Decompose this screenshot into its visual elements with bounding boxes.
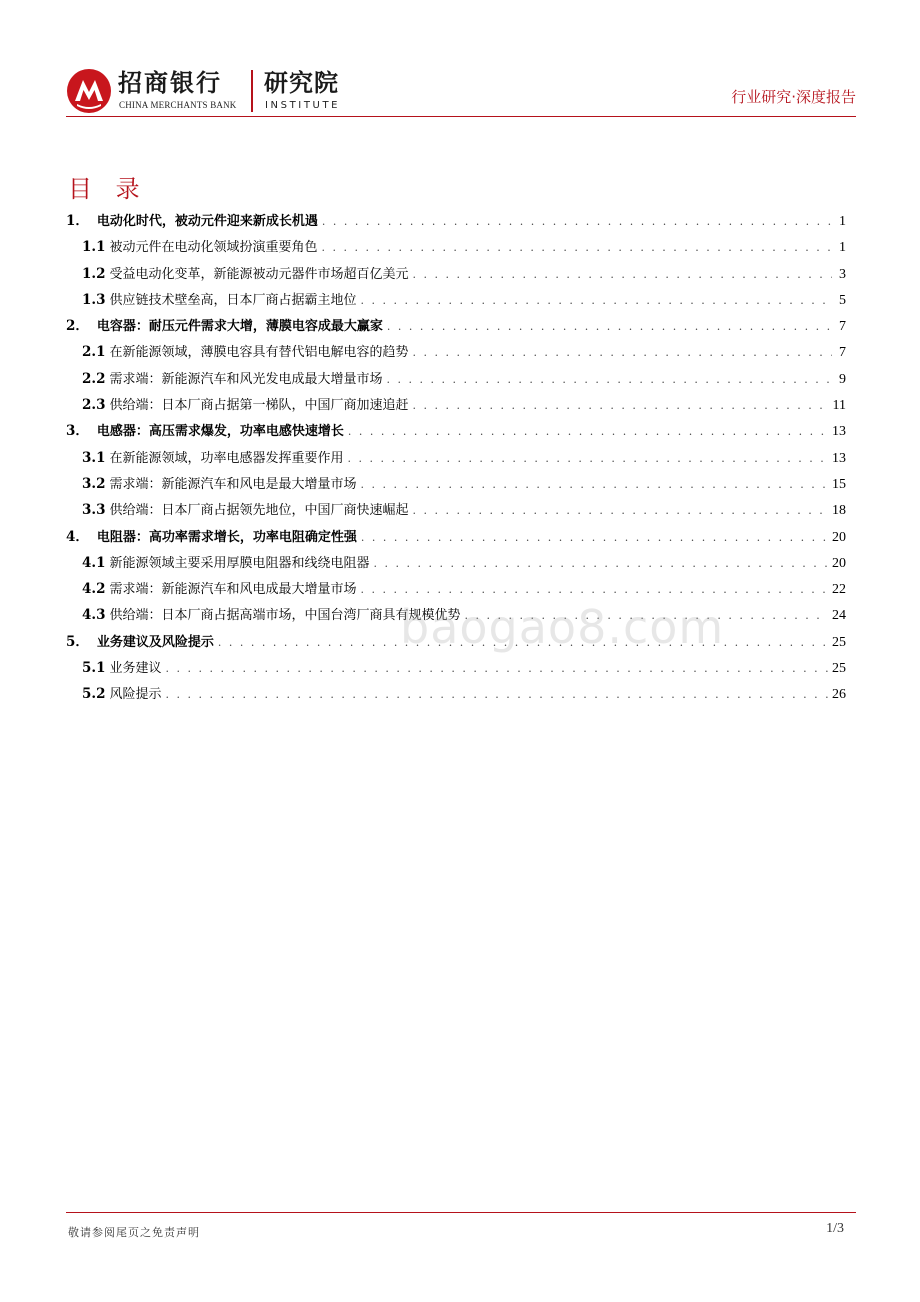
toc-entry-title: 受益电动化变革，新能源被动元器件市场超百亿美元 [109,266,409,282]
toc-section-entry[interactable] [66,339,846,365]
toc-entry-page: 25 [832,634,846,650]
toc-entry-title: 新能源领域主要采用厚膜电阻器和线绕电阻器 [109,555,370,571]
toc-entry-number: 2.3 [82,397,106,414]
toc-entry-page: 7 [839,345,846,361]
toc-entry-number: 1.2 [82,265,106,282]
toc-section-entry[interactable] [66,550,846,576]
toc-entry-title: 电动化时代，被动元件迎来新成长机遇 [96,214,318,229]
toc-entry-number: 5． [66,633,89,650]
toc-leader-dots [166,682,828,708]
toc-entry-number: 4． [66,528,89,545]
toc-entry-title: 业务建议及风险提示 [96,634,214,650]
toc-section-entry[interactable] [66,445,846,471]
toc-entry-number: 5.2 [82,686,106,703]
toc-entry-title: 供给端：日本厂商占据第一梯队，中国厂商加速追赶 [109,398,409,414]
toc-entry-page: 1 [839,240,846,256]
toc-section-entry[interactable] [66,366,846,392]
page-header [66,66,856,116]
toc-entry-number: 4.2 [82,581,106,598]
institute-name-cn: 研究院 [264,69,339,97]
header-divider [66,116,856,117]
toc-leader-dots [413,393,829,419]
toc-entry-number: 4.1 [82,554,106,571]
toc-entry-number: 2.2 [82,370,106,387]
toc-section-entry[interactable] [66,497,846,523]
toc-leader-dots [361,472,828,498]
toc-entry-title: 供应链技术壁垒高，日本厂商占据霸主地位 [109,292,357,308]
toc-entry-page: 11 [832,398,846,414]
toc-leader-dots [348,419,828,445]
toc-entry-title: 需求端：新能源汽车和风电是最大增量市场 [109,476,357,492]
page-number: 1/3 [826,1221,844,1236]
toc-leader-dots [348,446,828,472]
toc-leader-dots [413,262,832,288]
toc-leader-dots [387,367,832,393]
toc-entry-page: 9 [839,371,846,387]
toc-entry-title: 在新能源领域，薄膜电容具有替代铝电解电容的趋势 [109,345,409,361]
toc-entry-title: 电容器：耐压元件需求大增，薄膜电容成最大赢家 [96,319,383,335]
toc-entry-page: 22 [832,582,846,598]
toc-entry-number: 3.1 [82,449,106,466]
watermark: baogao8.com [400,600,725,654]
brand-name-en: CHINA MERCHANTS BANK [119,100,237,110]
footer-divider [66,1212,856,1213]
toc-entry-page: 1 [839,214,846,229]
toc-entry-page: 25 [832,661,846,677]
toc-entry-number: 2.1 [82,344,106,361]
toc-section-entry[interactable] [66,261,846,287]
toc-leader-dots [413,498,828,524]
toc-section-entry[interactable] [66,655,846,681]
toc-chapter-entry[interactable] [66,208,846,234]
toc-entry-page: 7 [839,319,846,335]
toc-entry-page: 3 [839,266,846,282]
toc-leader-dots [387,314,832,340]
toc-entry-page: 18 [832,503,846,519]
toc-section-entry[interactable] [66,576,846,602]
toc-section-entry[interactable] [66,392,846,418]
disclaimer-note: 敬请参阅尾页之免责声明 [68,1226,200,1239]
brand-separator [251,70,253,112]
toc-leader-dots [322,235,832,261]
toc-entry-page: 13 [832,450,846,466]
toc-entry-title: 在新能源领域，功率电感器发挥重要作用 [109,450,344,466]
toc-chapter-entry[interactable] [66,524,846,550]
toc-chapter-entry[interactable] [66,313,846,339]
toc-title: 目 录 [68,175,148,203]
toc-entry-number: 1． [66,213,89,229]
toc-leader-dots [361,525,828,551]
toc-entry-title: 风险提示 [109,687,162,703]
toc-entry-number: 1.3 [82,291,106,308]
toc-chapter-entry[interactable] [66,418,846,444]
toc-entry-title: 供给端：日本厂商占据领先地位，中国厂商快速崛起 [109,503,409,519]
toc-entry-title: 被动元件在电动化领域扮演重要角色 [109,240,318,256]
toc-entry-number: 1.1 [82,239,106,256]
toc-leader-dots [374,551,828,577]
toc-leader-dots [322,209,832,235]
toc-entry-title: 供给端：日本厂商占据高端市场，中国台湾厂商具有规模优势 [109,608,461,624]
toc-entry-page: 15 [832,476,846,492]
toc-entry-page: 20 [832,555,846,571]
toc-entry-number: 4.3 [82,607,106,624]
toc-entry-number: 2． [66,318,89,335]
toc-entry-title: 电感器：高压需求爆发，功率电感快速增长 [96,424,344,440]
toc-entry-title: 需求端：新能源汽车和风光发电成最大增量市场 [109,371,383,387]
toc-entry-number: 3.2 [82,475,106,492]
toc-entry-page: 5 [839,292,846,308]
toc-section-entry[interactable] [66,287,846,313]
toc-entry-number: 3． [66,423,89,440]
report-type-label: 行业研究·深度报告 [731,88,856,106]
toc-entry-page: 13 [832,424,846,440]
toc-entry-number: 5.1 [82,660,106,677]
toc-section-entry[interactable] [66,471,846,497]
toc-entry-title: 电阻器：高功率需求增长，功率电阻确定性强 [96,529,357,545]
toc-entry-page: 26 [832,687,846,703]
institute-name-en: INSTITUTE [265,100,341,111]
toc-leader-dots [361,288,832,314]
toc-leader-dots [166,656,828,682]
toc-entry-page: 20 [832,529,846,545]
toc-entry-page: 24 [832,608,846,624]
toc-leader-dots [413,340,832,366]
brand-name-cn: 招商银行 [118,69,222,97]
toc-entry-title: 业务建议 [109,661,162,677]
toc-entry-number: 3.3 [82,502,106,519]
toc-section-entry[interactable] [66,681,846,707]
toc-section-entry[interactable] [66,234,846,260]
toc-entry-title: 需求端：新能源汽车和风电成最大增量市场 [109,582,357,598]
cmb-logo-icon [66,68,112,114]
